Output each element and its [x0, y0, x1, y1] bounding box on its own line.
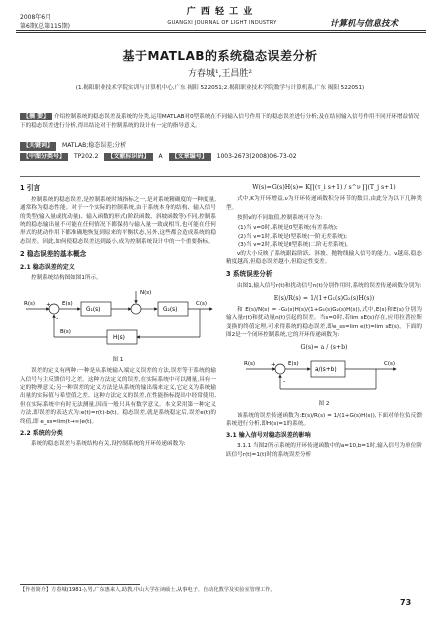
- left-column: [20, 180, 216, 450]
- fig1-label-n: N(s): [140, 289, 152, 296]
- right-column: [226, 180, 422, 461]
- keywords-text: MATLAB;稳态误差;分析: [62, 142, 127, 149]
- footnote-rule: [20, 584, 140, 585]
- header-rule-2: [16, 32, 426, 33]
- final-value-paragraph: 和 E(s)/N(s) = -G₂(s)H(s)/(1+G₁(s)G₂(s)H(s)),式中,E(s)和E(s)分别为输入量r(t)和扰动量n(t)引起的误差。当s=0时,若lim sE(s)存在,应用拉普拉斯变换的终值定理,可求得系统的稳态误差,即e_ss=lim e(t)=lim sE(s)。下面的图2是一个闭环控制系统,它的开环传递函数为:: [226, 307, 422, 339]
- paper-title: 基于MATLAB的系统稳态误差分析: [122, 49, 318, 63]
- author-footnote: 【作者简介】方春城(1981-),男,广东惠来人,助教,中山大学在读硕士,从事电子、自动化教学及实验室管理工作。: [20, 587, 276, 593]
- nu-remark: ν的大小反映了系统跟踪阶跃、斜坡、抛物线输入信号的能力。ν越高,稳态精度越高,但稳态误差越小,但稳定性变差。: [226, 250, 422, 266]
- fig2-caption: 图 2: [318, 401, 330, 408]
- header-rule: [16, 30, 426, 31]
- fig2-label-c: C(s): [384, 360, 395, 367]
- section-name: 计算机与信息技术: [330, 19, 399, 29]
- keywords-block: [20, 142, 420, 170]
- fig1-sign-plus: +: [46, 301, 51, 308]
- classification-intro: 按照ν的不同取值,控制系统可分为:: [237, 215, 323, 222]
- article-number-label: 【文章编号】: [169, 153, 211, 162]
- fig1-label-r: R(s): [24, 300, 35, 307]
- fig1-block-g2: G₂(s): [163, 306, 178, 313]
- fig2-label-r: R(s): [244, 360, 255, 367]
- figure-2-block-diagram: [226, 355, 422, 395]
- doc-code-value: A: [158, 152, 163, 160]
- system-class-paragraph: 系统的稳态误差与系统结构有关,设控制系统的开环传递函数为:: [31, 441, 186, 448]
- abstract: [20, 113, 420, 130]
- doc-code-label: 【文献标识码】: [104, 153, 152, 162]
- type-0-item: (1)当 ν=0时,系统是0型系统(有差系统);: [238, 225, 338, 232]
- journal-title-en: GUANGXI JOURNAL OF LIGHT INDUSTRY: [167, 20, 277, 26]
- section-3-heading: 3 系统误差分析: [226, 270, 273, 279]
- fig1-label-c: C(s): [196, 300, 207, 307]
- fig1-sign-minus: -: [56, 314, 59, 322]
- figure-1-block-diagram: [20, 285, 216, 351]
- fig1-block-g1: G₁(s): [86, 306, 101, 313]
- case-3-1-1-paragraph: 3.1.1 当图2所示系统的开环传递函数中的a=10,b=1时,输入信号为单位阶跃信号r(t)=1(t)时的系统误差分析: [226, 443, 422, 458]
- abstract-divider: [20, 176, 420, 177]
- fig2-sign-plus: +: [271, 361, 276, 368]
- error-transfer-equation: E(s)/R(s) = 1/(1+G₁(s)G₂(s)H(s)): [273, 294, 375, 302]
- section-2-heading: 2 稳态误差的基本概念: [20, 250, 87, 259]
- open-loop-g-equation: G(s)= a / (s+b): [300, 343, 348, 351]
- paper-authors: 方春城¹,王昌胜²: [187, 69, 253, 79]
- abstract-label: 【摘 要】: [20, 113, 52, 120]
- issue-number: 第6期(总第115期): [20, 23, 70, 30]
- error-transfer-intro: 由图1,输入信号r(t)和扰动信号n(t)分别作用时,系统的误差传递函数分别为:: [237, 283, 422, 290]
- type-1-item: (2)当 ν=1时,系统是Ⅰ型系统(一阶无差系统);: [238, 233, 348, 240]
- section-1-heading: 1 引言: [20, 184, 41, 192]
- fig2-block-g: a/(s+b): [315, 366, 337, 373]
- type-2-item: (3)当 ν=2时,系统是Ⅱ型系统(二阶无差系统)。: [238, 242, 352, 249]
- clc-label: 【中图分类号】: [20, 153, 68, 162]
- section-2-2-heading: 2.2 系统的分类: [20, 430, 63, 438]
- section-2-1-heading: 2.1 稳态误差的定义: [20, 264, 75, 272]
- gain-description: 式中,K为开环增益,ν为开环传递函数积分环节的数目,由此分为以下几种类型。: [226, 196, 422, 211]
- error-definition-paragraph: 误差的定义有两种:一种是从系统输入端定义误差的方法,误差等于系统的输入信号与主反馈信号之差。这种方法定义的误差,在实际系统中可以测量,具有一定的物理意义;另一种误差的定义方法是从系统的输出端来定义,它定义为系统输出量的实际值与希望值之差。这种方法定义的误差,在性能指标提出中经常使用,但在实际系统中有时无法测量,因而一般只具有数学意义。本文采用第一种定义方法,即误差的表达式为:e(t)=r(t)-b(t)。稳态误差,就是系统稳定后,误差e(t)的终值,即 e_ss=lim(t→∞)e(t)。: [20, 368, 216, 425]
- fig1-caption: 图 1: [112, 356, 124, 363]
- fig2-label-e: E(s): [288, 360, 299, 367]
- fig1-label-b: B(s): [60, 328, 71, 335]
- paper-affiliation: (1.揭阳职业技术学院实训与计算机中心,广东 揭阳 522051;2.揭阳职业技术学院数学与计算机系,广东 揭阳 522051): [75, 85, 365, 91]
- fig1-label-e: E(s): [62, 300, 73, 307]
- article-number-value: 1003-2673(2008)06-73-02: [216, 152, 297, 160]
- page-number: 73: [400, 598, 412, 607]
- journal-title: 广 西 轻 工 业: [186, 7, 254, 17]
- abstract-text: 介绍控制系统的稳态误差及系统的分类,运用MATLAB对0型系统在不同输入信号作用下的稳态误差进行分析;及在结同输入信号作用不同开环增益情况下的稳态误差进行分析,得出结论对于控制系统的设计有一定的指导意义。: [20, 114, 420, 129]
- open-loop-transfer-equation: W(s)=G(s)H(s)= K∏(τ_i s+1) / s^ν ∏(T_j s+1): [252, 184, 396, 191]
- clc-value: TP202.2: [74, 152, 99, 160]
- fig1-intro: 控制系统结构图如图1所示。: [31, 275, 102, 282]
- fig1-block-h: H(s): [113, 334, 125, 341]
- unity-feedback-paragraph: 该系统的误差传递函数为:E(s)/R(s) = 1/(1+G(s)H(s)),下面对单位负反馈系统进行分析,即H(s)=1的系统。: [226, 412, 422, 428]
- keywords-label: 【关键词】: [20, 142, 56, 151]
- intro-paragraph: 控制系统的稳态误差,是控制系统时域指标之一,是对系统精确度的一种度量,通常称为稳态性能。对于一个实际的控制系统,由于系统本身的结构、输入信号的类型(输入量或扰动量)、输入函数的形式(阶跃函数、斜坡函数等)不同,控制系统的稳态输出量不可能在任何情况下都保持与输入量一致或相当,也可能在任何形式的扰动作用下都准确地恢复到原来的平衡状态,另外,这些都会造成系统的稳态误差。因此,如何使稳态误差达到最小,成为控制系统设计中的一个重要指标。: [20, 196, 216, 245]
- fig2-sign-minus: -: [283, 377, 286, 385]
- issue-date: 2008年6月: [20, 14, 52, 21]
- section-3-1-heading: 3.1 输入信号对稳态误差的影响: [226, 432, 311, 440]
